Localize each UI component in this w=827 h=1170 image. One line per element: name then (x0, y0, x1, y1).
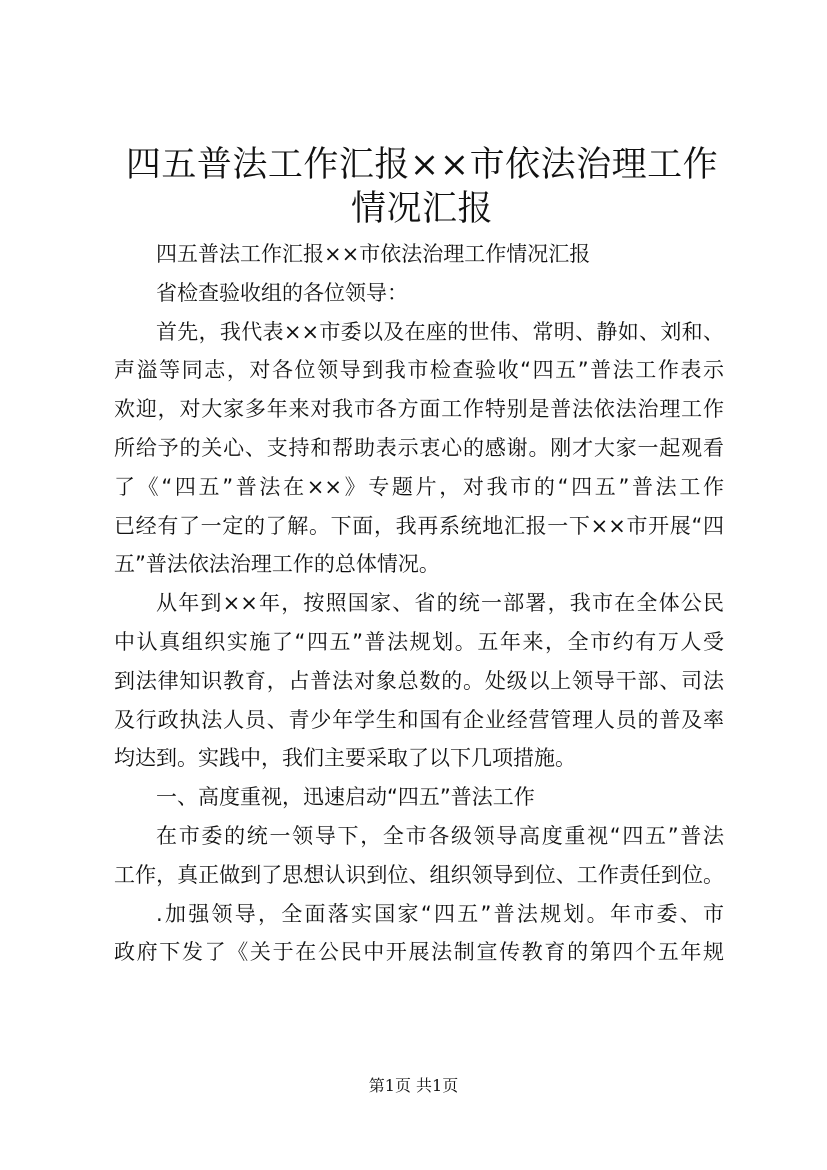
body-line-19: 政府下发了《关于在公民中开展法制宣传教育的第四个五年规 (114, 940, 724, 965)
section-heading-1: 一、高度重视，迅速启动“四五”普法工作 (156, 785, 535, 810)
body-line-16: 在市委的统一领导下，全市各级领导高度重视“四五”普法 (156, 823, 724, 848)
body-line-14: 均达到。实践中，我们主要采取了以下几项措施。 (114, 746, 576, 771)
document-title: 四五普法工作汇报××市依法治理工作情况汇报 (125, 145, 719, 229)
page-number-footer: 第1页 共1页 (368, 1076, 459, 1095)
body-line-6: 所给予的关心、支持和帮助表示衷心的感谢。刚才大家一起观看 (114, 435, 724, 460)
body-line-13: 及行政执法人员、青少年学生和国有企业经营管理人员的普及率 (114, 707, 724, 732)
document-body (114, 235, 724, 972)
body-line-18: .加强领导，全面落实国家“四五”普法规划。年市委、市 (156, 901, 724, 926)
body-line-5: 欢迎，对大家多年来对我市各方面工作特别是普法依法治理工作 (114, 397, 724, 422)
body-line-12: 到法律知识教育，占普法对象总数的。处级以上领导干部、司法 (114, 668, 724, 693)
body-line-1: 四五普法工作汇报××市依法治理工作情况汇报 (156, 242, 591, 266)
body-line-17: 工作，真正做到了思想认识到位、组织领导到位、工作责任到位。 (114, 862, 724, 887)
body-line-7: 了《“四五”普法在××》专题片，对我市的“四五”普法工作 (114, 474, 724, 499)
body-line-4: 声溢等同志，对各位领导到我市检查验收“四五”普法工作表示 (114, 358, 724, 383)
body-line-11: 中认真组织实施了“四五”普法规划。五年来，全市约有万人受 (114, 629, 724, 654)
body-line-8: 已经有了一定的了解。下面，我再系统地汇报一下××市开展“四 (114, 513, 724, 538)
body-line-3: 首先，我代表××市委以及在座的世伟、常明、静如、刘和、 (156, 319, 724, 344)
body-line-9: 五”普法依法治理工作的总体情况。 (114, 552, 440, 577)
body-line-10: 从年到××年，按照国家、省的统一部署，我市在全体公民 (156, 591, 724, 616)
body-line-2: 省检查验收组的各位领导： (156, 280, 408, 305)
